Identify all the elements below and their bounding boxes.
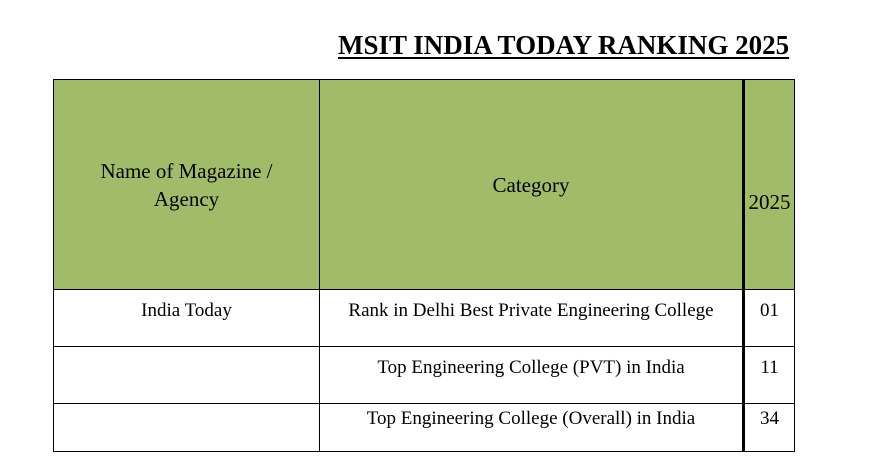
table-row [54,290,795,347]
header-agency-label: Name of Magazine / Agency [100,158,273,211]
table-row [54,404,795,452]
header-agency [54,80,320,290]
table-header-row [54,80,795,290]
header-year: 2025 [744,80,795,290]
cell-agency: India Today [54,290,320,347]
ranking-table [53,79,795,452]
header-category: Category [320,80,744,290]
page-title: MSIT INDIA TODAY RANKING 2025 [338,30,790,60]
table-row [54,347,795,404]
cell-agency [54,404,320,452]
cell-rank: 34 [744,404,795,452]
cell-category: Top Engineering College (PVT) in India [320,347,744,404]
cell-rank: 11 [744,347,795,404]
cell-category: Rank in Delhi Best Private Engineering College [320,290,744,347]
cell-agency [54,347,320,404]
cell-rank: 01 [744,290,795,347]
cell-category: Top Engineering College (Overall) in India [320,404,744,452]
